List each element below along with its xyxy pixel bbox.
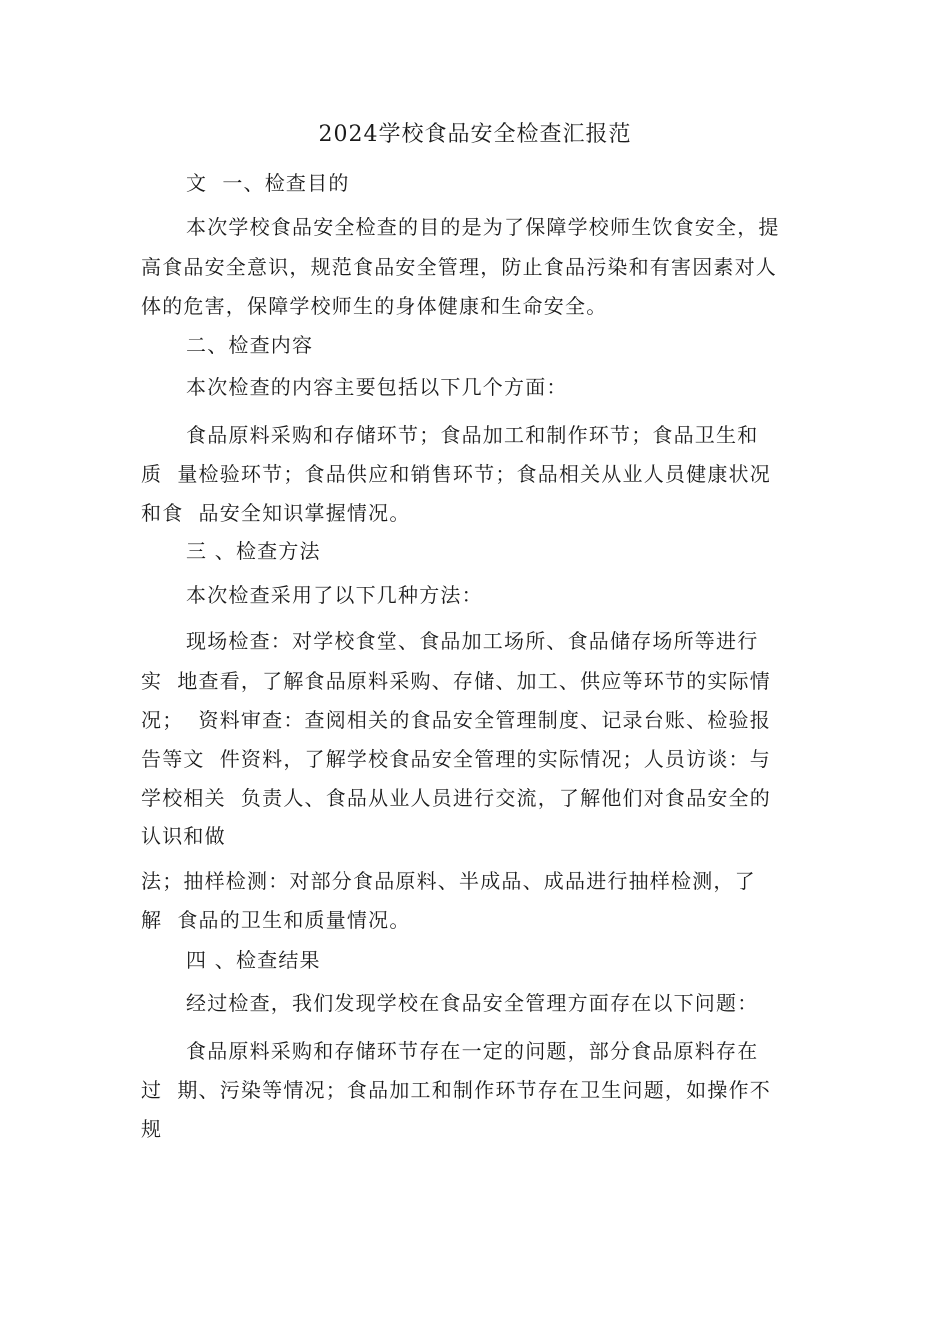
text-line: 现场检查：对学校食堂、食品加工场所、食品储存场所等进行 <box>186 629 759 653</box>
text-line: 规 <box>141 1117 163 1141</box>
section-heading: 四 、检查结果 <box>186 948 321 972</box>
text-line: 高食品安全意识，规范食品安全管理，防止食品污染和有害因素对人 <box>141 255 777 279</box>
text-line: 文 一、检查目的 <box>186 171 350 195</box>
text-line: 本次学校食品安全检查的目的是为了保障学校师生饮食安全，提 <box>186 215 780 239</box>
text-line: 本次检查采用了以下几种方法： <box>186 583 483 607</box>
section-heading: 三 、检查方法 <box>186 539 321 563</box>
text-line: 况； 资料审查：查阅相关的食品安全管理制度、记录台账、检验报 <box>141 708 771 732</box>
text-line: 和食 品安全知识掌握情况。 <box>141 501 411 525</box>
section-heading: 二、检查内容 <box>186 333 314 357</box>
text-line: 解 食品的卫生和质量情况。 <box>141 908 411 932</box>
document-title: 2024学校食品安全检查汇报范 <box>318 122 632 147</box>
text-line: 食品原料采购和存储环节；食品加工和制作环节；食品卫生和 <box>186 423 759 447</box>
text-line: 法；抽样检测：对部分食品原料、半成品、成品进行抽样检测，了 <box>141 869 756 893</box>
text-line: 经过检查，我们发现学校在食品安全管理方面存在以下问题： <box>186 991 759 1015</box>
text-line: 学校相关 负责人、食品从业人员进行交流，了解他们对食品安全的 <box>141 786 771 810</box>
text-line: 体的危害，保障学校师生的身体健康和生命安全。 <box>141 294 608 318</box>
text-line: 过 期、污染等情况；食品加工和制作环节存在卫生问题，如操作不 <box>141 1078 771 1102</box>
text-line: 实 地查看，了解食品原料采购、存储、加工、供应等环节的实际情 <box>141 669 771 693</box>
text-line: 质 量检验环节；食品供应和销售环节；食品相关从业人员健康状况 <box>141 462 771 486</box>
text-line: 本次检查的内容主要包括以下几个方面： <box>186 375 568 399</box>
text-line: 认识和做 <box>141 824 226 848</box>
text-line: 告等文 件资料，了解学校食品安全管理的实际情况；人员访谈：与 <box>141 747 771 771</box>
text-line: 食品原料采购和存储环节存在一定的问题，部分食品原料存在 <box>186 1039 759 1063</box>
